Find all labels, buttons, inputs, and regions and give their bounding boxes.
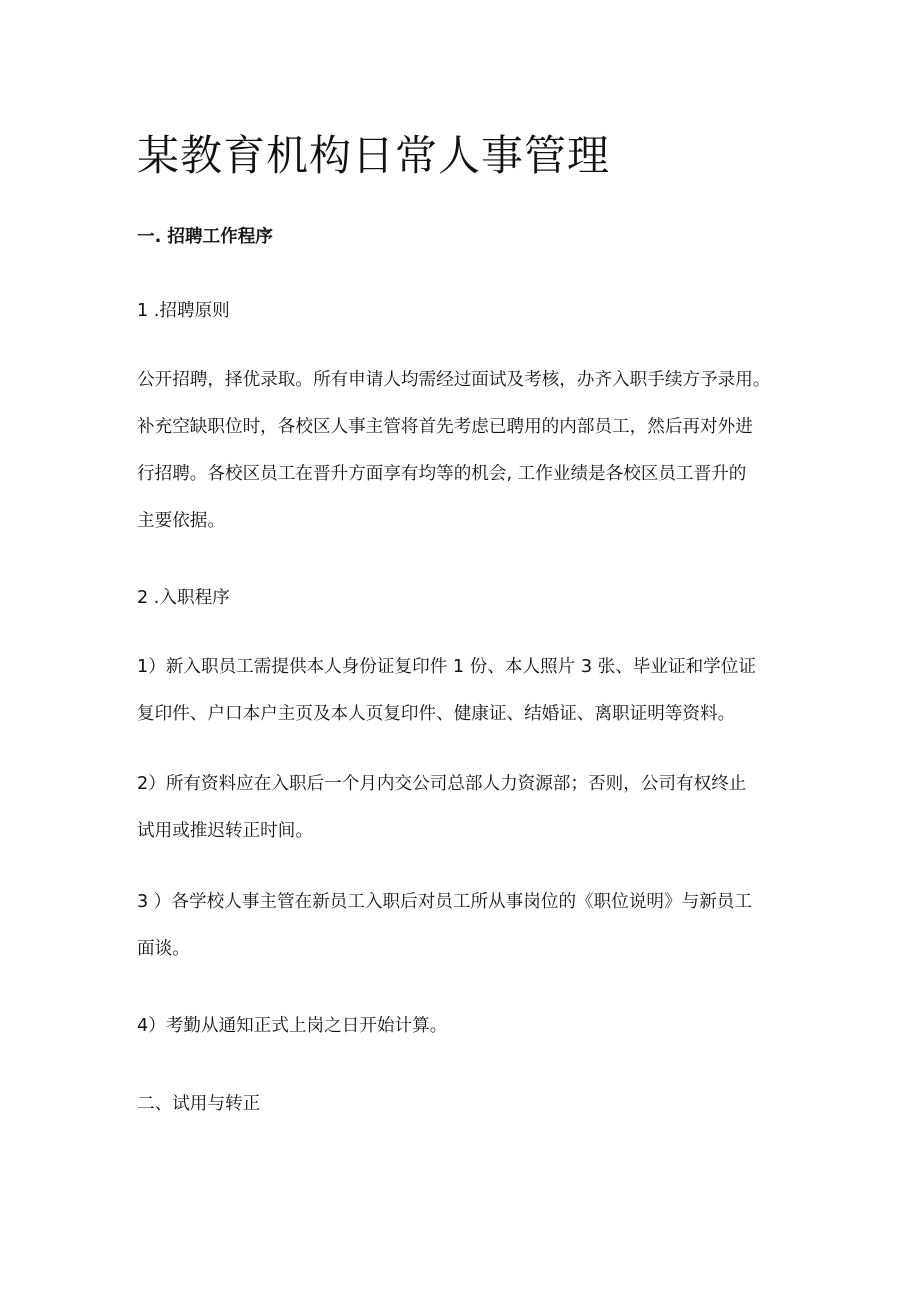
paragraph-line: 主要依据。 xyxy=(137,511,225,531)
subheading-recruitment-principles: 1 .招聘原则 xyxy=(137,301,230,321)
list-item-line: 4）考勤从通知正式上岗之日开始计算。 xyxy=(137,1016,448,1036)
paragraph-line: 补充空缺职位时，各校区人事主管将首先考虑已聘用的内部员工，然后再对外进 xyxy=(137,417,753,437)
section-heading-probation: 二、试用与转正 xyxy=(137,1094,261,1114)
paragraph-line: 行招聘。各校区员工在晋升方面享有均等的机会, 工作业绩是各校区员工晋升的 xyxy=(137,464,747,484)
paragraph-line: 公开招聘，择优录取。所有申请人均需经过面试及考核，办齐入职手续方予录用。 xyxy=(137,370,771,390)
list-item-line: 试用或推迟转正时间。 xyxy=(137,821,313,841)
section-heading-recruitment: 一. 招聘工作程序 xyxy=(137,227,273,247)
list-item-line: 2）所有资料应在入职后一个月内交公司总部人力资源部；否则，公司有权终止 xyxy=(137,774,747,794)
list-item-line: 3 ）各学校人事主管在新员工入职后对员工所从事岗位的《职位说明》与新员工 xyxy=(137,892,752,912)
list-item-line: 面谈。 xyxy=(137,939,190,959)
subheading-onboarding-procedure: 2 .入职程序 xyxy=(137,588,230,608)
document-title: 某教育机构日常人事管理 xyxy=(137,131,611,180)
list-item-line: 复印件、户口本户主页及本人页复印件、健康证、结婚证、离职证明等资料。 xyxy=(137,704,736,724)
list-item-line: 1）新入职员工需提供本人身份证复印件 1 份、本人照片 3 张、毕业证和学位证 xyxy=(137,657,756,677)
